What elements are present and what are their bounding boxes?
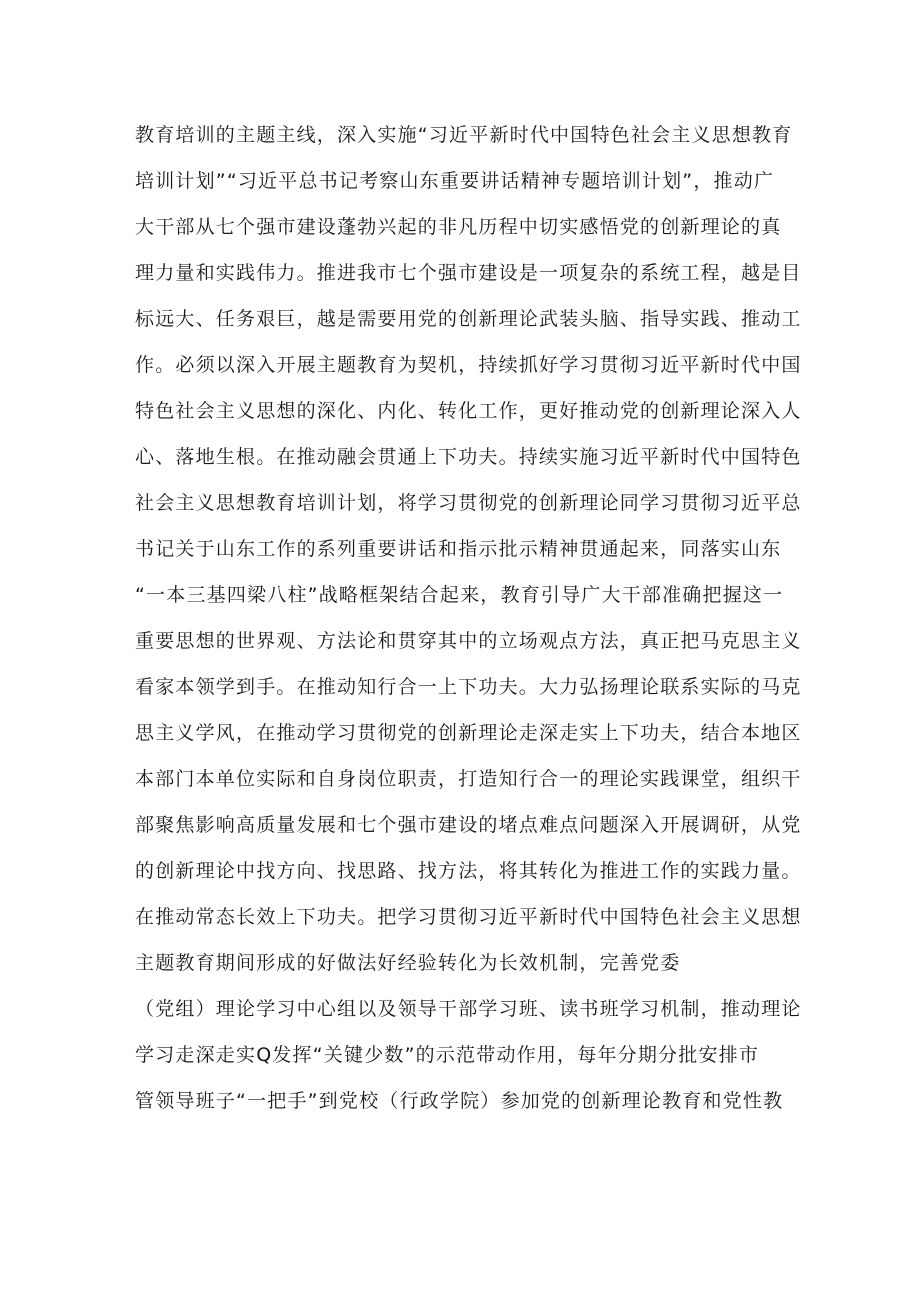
text-line: 标远大、任务艰巨，越是需要用党的创新理论武装头脑、指导实践、推动工 bbox=[135, 308, 802, 330]
text-line: 教育培训的主题主线，深入实施“习近平新时代中国特色社会主义思想教育 bbox=[135, 124, 793, 146]
text-line: 管领导班子“一把手”到党校（行政学院）参加党的创新理论教育和党性教 bbox=[135, 1090, 784, 1112]
text-line: 培训计划”“习近平总书记考察山东重要讲话精神专题培训计划”，推动广 bbox=[135, 170, 775, 192]
text-line: 看家本领学到手。在推动知行合一上下功夫。大力弘扬理论联系实际的马克 bbox=[135, 676, 802, 698]
text-line: 本部门本单位实际和自身岗位职责，打造知行合一的理论实践课堂，组织干 bbox=[135, 768, 802, 790]
text-line: 重要思想的世界观、方法论和贯穿其中的立场观点方法，真正把马克思主义 bbox=[135, 630, 802, 652]
text-line: 的创新理论中找方向、找思路、找方法，将其转化为推进工作的实践力量。 bbox=[135, 860, 802, 882]
text-line: 书记关于山东工作的系列重要讲话和指示批示精神贯通起来，同落实山东 bbox=[135, 538, 782, 560]
text-line: 主题教育期间形成的好做法好经验转化为长效机制，完善党委 bbox=[135, 952, 681, 974]
text-line: 特色社会主义思想的深化、内化、转化工作，更好推动党的创新理论深入人 bbox=[135, 400, 802, 422]
text-line: 心、落地生根。在推动融会贯通上下功夫。持续实施习近平新时代中国特色 bbox=[135, 446, 802, 468]
text-line: 大干部从七个强市建设蓬勃兴起的非凡历程中切实感悟党的创新理论的真 bbox=[135, 216, 782, 238]
body-text bbox=[135, 112, 815, 1124]
text-line: 作。必须以深入开展主题教育为契机，持续抓好学习贯彻习近平新时代中国 bbox=[135, 354, 802, 376]
text-line: （党组）理论学习中心组以及领导干部学习班、读书班学习机制，推动理论 bbox=[135, 998, 802, 1020]
text-line: 思主义学风，在推动学习贯彻党的创新理论走深走实上下功夫，结合本地区 bbox=[135, 722, 802, 744]
text-line: “一本三基四梁八柱”战略框架结合起来，教育引导广大干部准确把握这一 bbox=[135, 584, 784, 606]
text-line: 学习走深走实Q发挥“关键少数”的示范带动作用，每年分期分批安排市 bbox=[135, 1044, 760, 1066]
text-line: 理力量和实践伟力。推进我市七个强市建设是一项复杂的系统工程，越是目 bbox=[135, 262, 802, 284]
text-line: 部聚焦影响高质量发展和七个强市建设的堵点难点问题深入开展调研，从党 bbox=[135, 814, 802, 836]
text-line: 在推动常态长效上下功夫。把学习贯彻习近平新时代中国特色社会主义思想 bbox=[135, 906, 802, 928]
text-line: 社会主义思想教育培训计划，将学习贯彻党的创新理论同学习贯彻习近平总 bbox=[135, 492, 802, 514]
